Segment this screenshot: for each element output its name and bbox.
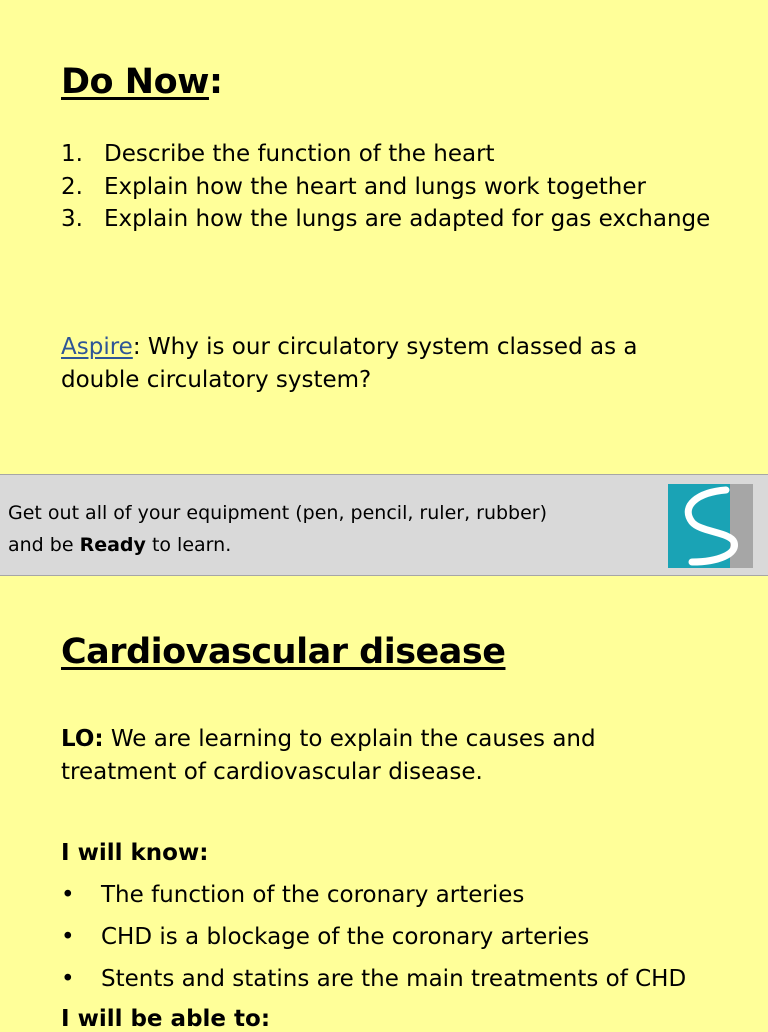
know-item-text: Stents and statins are the main treatments of CHD	[101, 966, 687, 992]
school-s-logo-icon	[668, 484, 753, 568]
know-item-text: The function of the coronary arteries	[101, 882, 525, 908]
do-now-heading	[61, 62, 222, 102]
equipment-banner	[0, 474, 768, 576]
task-text: Explain how the lungs are adapted for gas exchange	[104, 206, 711, 232]
do-now-heading-colon: :	[208, 62, 223, 102]
i-will-know-heading: I will know:	[61, 840, 209, 866]
cardiovascular-heading: Cardiovascular disease	[61, 632, 506, 672]
cardiovascular-slide	[0, 576, 768, 1032]
know-item	[61, 879, 741, 921]
know-item	[61, 921, 741, 963]
lo-text: We are learning to explain the causes and treatment of cardiovascular disease.	[61, 726, 596, 785]
learning-objective	[61, 723, 661, 788]
equipment-instruction	[8, 497, 648, 561]
task-item	[61, 138, 721, 171]
task-item	[61, 171, 721, 204]
i-will-be-able-to-heading: I will be able to:	[61, 1006, 271, 1032]
equipment-line-2-after: to learn.	[145, 534, 232, 556]
aspire-label: Aspire	[61, 334, 133, 360]
ready-emphasis: Ready	[79, 534, 146, 556]
do-now-heading-text: Do Now	[61, 62, 209, 102]
i-will-know-list	[61, 879, 741, 1005]
know-item	[61, 963, 741, 1005]
task-text: Describe the function of the heart	[104, 141, 495, 167]
task-item	[61, 203, 721, 236]
aspire-question	[61, 331, 721, 396]
bullet-icon: •	[61, 882, 75, 908]
task-number: 3.	[61, 206, 83, 232]
bullet-icon: •	[61, 966, 75, 992]
task-number: 1.	[61, 141, 83, 167]
lo-label: LO:	[61, 726, 104, 752]
equipment-line-1: Get out all of your equipment (pen, pencil, ruler, rubber)	[8, 502, 548, 524]
task-text: Explain how the heart and lungs work together	[104, 173, 646, 200]
know-item-text: CHD is a blockage of the coronary arteries	[101, 924, 590, 950]
bullet-icon: •	[61, 924, 75, 950]
do-now-task-list	[61, 138, 721, 236]
equipment-line-2-before: and be	[8, 534, 80, 556]
aspire-text: : Why is our circulatory system classed as a double circulatory system?	[61, 334, 638, 393]
do-now-slide	[0, 0, 768, 474]
task-number: 2.	[61, 173, 83, 200]
